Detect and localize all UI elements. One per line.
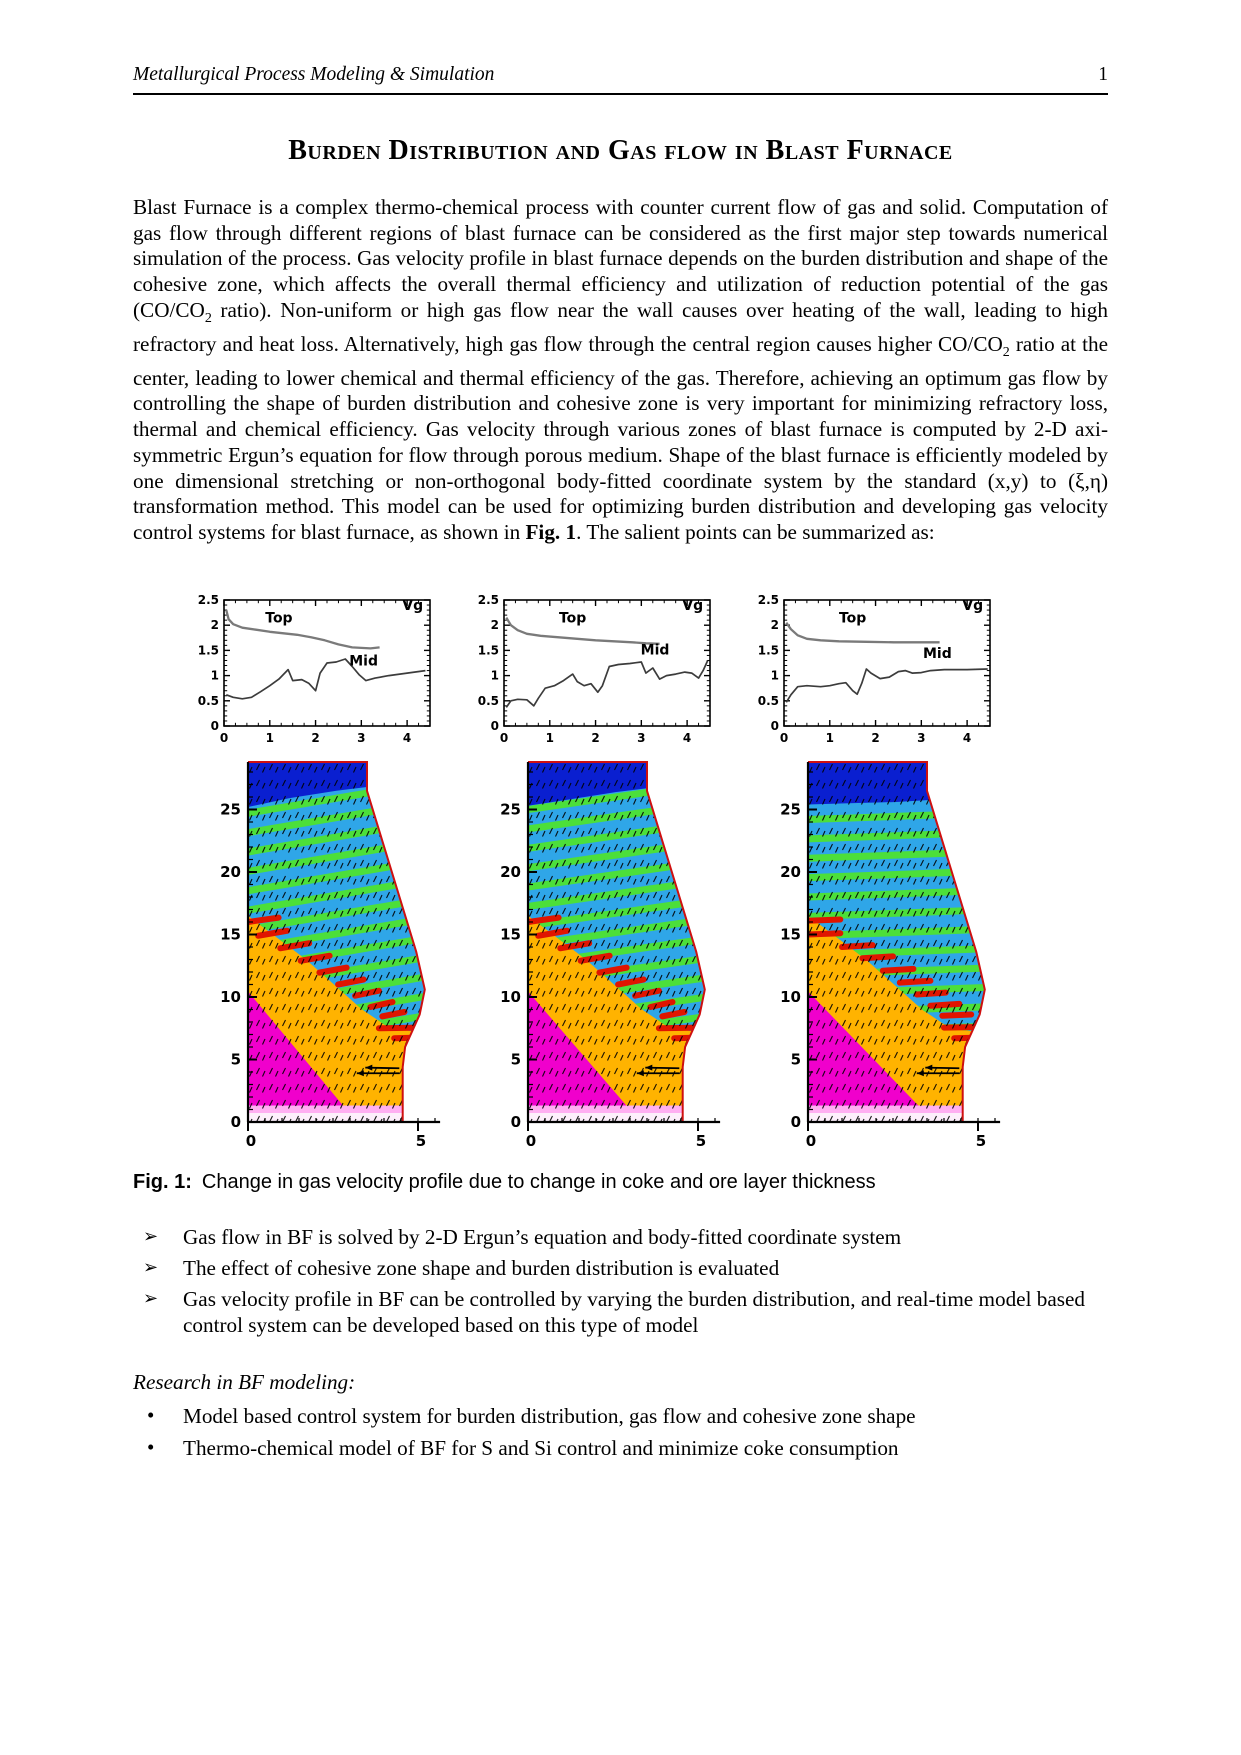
svg-text:2: 2 [490,617,499,632]
svg-text:25: 25 [780,800,801,819]
svg-text:2: 2 [770,617,779,632]
svg-text:25: 25 [500,800,521,819]
page-title: Burden Distribution and Gas flow in Blast Furnace [288,135,953,166]
svg-text:0: 0 [490,718,499,733]
svg-text:1: 1 [825,730,834,745]
svg-text:0: 0 [770,718,779,733]
svg-text:0: 0 [210,718,219,733]
svg-text:0.5: 0.5 [197,693,219,708]
svg-text:0: 0 [230,1112,241,1131]
figure-1 [188,592,1108,1155]
svg-text:0: 0 [510,1112,521,1131]
research-heading: Research in BF modeling: [133,1369,356,1394]
svg-text:1: 1 [265,730,274,745]
arrow-bullet-icon: ➢ [143,1256,159,1278]
svg-text:2.5: 2.5 [477,592,499,607]
svg-text:Mid: Mid [349,653,379,670]
list-item: • Model based control system for burden distribution, gas flow and cohesive zone shape [147,1402,916,1428]
svg-text:0: 0 [525,1131,537,1150]
furnace-plot-right [762,758,1000,1155]
furnace-plot-middle [482,758,720,1155]
svg-text:0: 0 [499,730,509,745]
velocity-chart-right [748,592,1000,757]
svg-text:Top: Top [558,610,587,627]
svg-text:3: 3 [357,730,366,745]
list-item: • Thermo-chemical model of BF for S and Si control and minimize coke consumption [147,1434,899,1460]
page-number: 1 [1098,64,1108,85]
svg-text:0: 0 [779,730,789,745]
svg-text:4: 4 [682,730,692,745]
svg-text:1: 1 [545,730,554,745]
svg-text:Mid: Mid [922,645,952,662]
svg-text:2.5: 2.5 [757,592,779,607]
svg-text:0.5: 0.5 [477,693,499,708]
svg-text:1.5: 1.5 [477,643,499,658]
dot-bullet-icon: • [147,1402,155,1427]
svg-text:0: 0 [245,1131,257,1150]
svg-text:20: 20 [780,862,801,881]
svg-text:0: 0 [219,730,229,745]
list-item: ➢ Gas velocity profile in BF can be controlled by varying the burden distribution, and real-time model based control system can be developed based on this type of model [143,1286,1085,1337]
svg-text:1.5: 1.5 [197,643,219,658]
svg-text:2: 2 [871,730,880,745]
velocity-chart-left [188,592,440,757]
svg-text:5: 5 [695,1131,707,1150]
svg-text:0: 0 [805,1131,817,1150]
svg-text:Vg: Vg [682,597,704,614]
svg-text:2.5: 2.5 [197,592,219,607]
list-item: ➢ Gas flow in BF is solved by 2-D Ergun’s equation and body-fitted coordinate system [143,1224,902,1249]
svg-text:5: 5 [230,1050,241,1069]
svg-text:Top: Top [838,610,867,627]
dot-bullet-icon: • [147,1434,155,1459]
arrow-bullet-icon: ➢ [143,1287,159,1309]
svg-text:5: 5 [975,1131,987,1150]
svg-text:10: 10 [780,987,801,1006]
svg-text:1.5: 1.5 [757,643,779,658]
salient-points-list [133,1224,1108,1338]
svg-text:15: 15 [220,925,241,944]
svg-text:4: 4 [402,730,412,745]
svg-text:15: 15 [780,925,801,944]
svg-text:5: 5 [790,1050,801,1069]
journal-title: Metallurgical Process Modeling & Simulation [133,64,495,85]
svg-text:10: 10 [220,987,241,1006]
svg-text:0: 0 [790,1112,801,1131]
figure-panel-right [748,592,1000,1155]
furnace-plot-left [202,758,440,1155]
research-list [133,1403,1108,1461]
figure-panel-left [188,592,440,1155]
svg-text:20: 20 [220,862,241,881]
svg-text:Mid: Mid [640,642,670,659]
svg-text:10: 10 [500,987,521,1006]
svg-text:Vg: Vg [962,597,984,614]
svg-text:25: 25 [220,800,241,819]
svg-text:4: 4 [962,730,972,745]
svg-text:Top: Top [265,610,293,627]
svg-text:2: 2 [311,730,320,745]
svg-text:0.5: 0.5 [757,693,779,708]
abstract-paragraph: Blast Furnace is a complex thermo-chemical process with counter current flow of gas and solid. Computation of gas flow through different regions of blast furnace can be considered as the first major step towards numerical simulation of the process. Gas velocity profile in blast furnace depends on the burden distribution and shape of the cohesive zone, which affects the overall thermal efficiency and utilization of reduction potential of the gas ($CO/CO_2$ ratio). Non-uniform or high gas flow near the wall causes over heating of the wall, leading to high refractory and heat loss. Alternatively, high gas flow through the central region causes higher $CO/CO_2$ ratio at the center, leading to lower chemical and thermal efficiency of the gas. Therefore, achieving an optimum gas flow by controlling the shape of burden distribution and cohesive zone is very important for minimizing refractory loss, thermal and chemical efficiency. Gas velocity through various zones of blast furnace is computed by 2-D axi-symmetric Ergun’s equation for flow through porous medium. Shape of the blast furnace is efficiently modeled by one dimensional stretching or non-orthogonal body-fitted coordinate system by the standard (x,y) to (ξ,η) transformation method. This model can be used for optimizing burden distribution and developing gas velocity control systems for blast furnace, as shown in Fig. 1. The salient points can be summarized as: [133,195,1108,544]
svg-text:2: 2 [210,617,219,632]
figure-caption: Fig. 1: Change in gas velocity profile due to change in coke and ore layer thickness [133,1170,876,1193]
velocity-chart-middle [468,592,720,757]
svg-text:3: 3 [917,730,926,745]
svg-text:3: 3 [637,730,646,745]
svg-text:5: 5 [510,1050,521,1069]
svg-text:1: 1 [490,668,499,683]
page-header [133,64,1108,95]
svg-text:Vg: Vg [402,597,424,614]
figure-reference: Fig. 1 [525,519,577,544]
svg-text:5: 5 [415,1131,427,1150]
svg-text:2: 2 [591,730,600,745]
arrow-bullet-icon: ➢ [143,1225,159,1247]
svg-text:20: 20 [500,862,521,881]
svg-text:1: 1 [770,668,779,683]
svg-text:1: 1 [210,668,219,683]
figure-caption-label: Fig. 1: [133,1170,192,1193]
svg-text:15: 15 [500,925,521,944]
figure-panel-middle [468,592,720,1155]
list-item: ➢ The effect of cohesive zone shape and burden distribution is evaluated [143,1255,780,1280]
